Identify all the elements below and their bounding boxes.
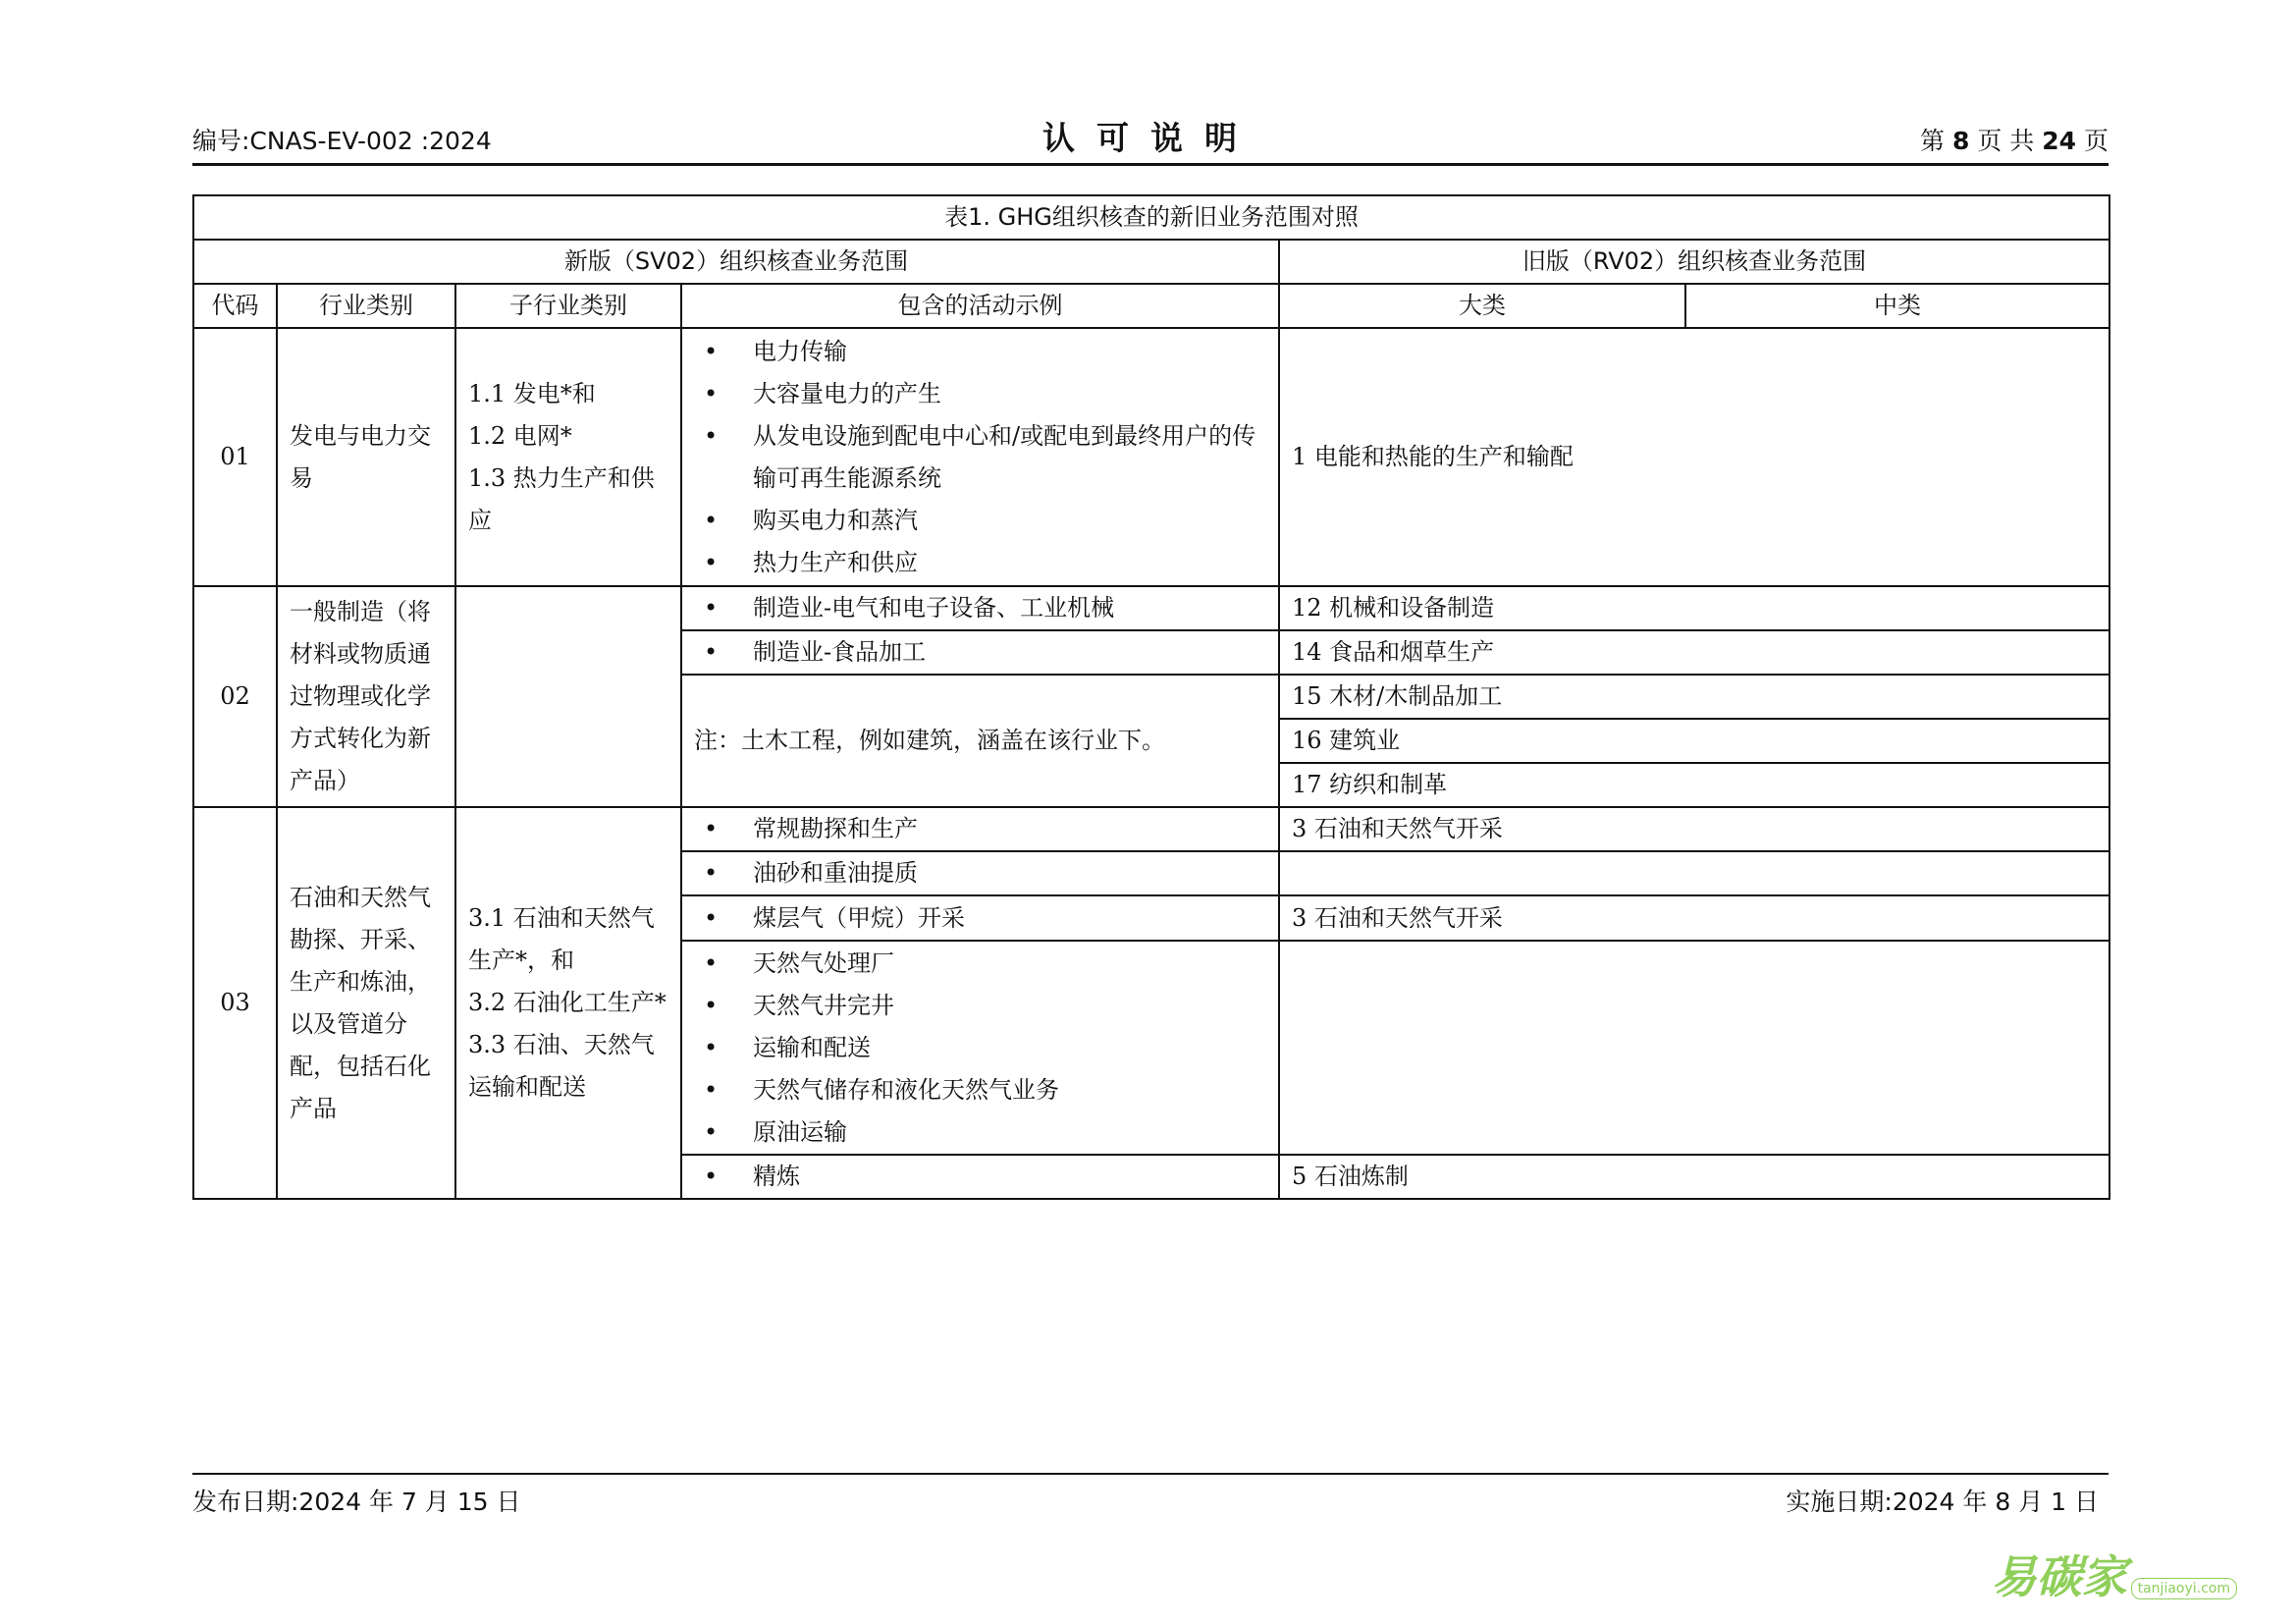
activity-item: • 天然气储存和液化天然气业务 bbox=[694, 1069, 1266, 1111]
subindustry-item: 3.3 石油、天然气运输和配送 bbox=[468, 1031, 655, 1101]
row-code: 02 bbox=[193, 586, 277, 807]
table-row bbox=[193, 807, 2109, 851]
old-scope-cell: 12 机械和设备制造 bbox=[1279, 586, 2109, 630]
watermark-logo bbox=[1992, 1542, 2237, 1606]
activity-item: • 热力生产和供应 bbox=[694, 542, 1266, 584]
subindustry-item: 1.2 电网* bbox=[468, 421, 572, 450]
col-subindustry-header: 子行业类别 bbox=[455, 284, 681, 328]
activity-item: • 天然气处理厂 bbox=[694, 943, 1266, 985]
activity-item: • 精炼 bbox=[694, 1156, 1266, 1198]
old-scope-header: 旧版（RV02）组织核查业务范围 bbox=[1279, 240, 2109, 284]
activity-item: • 煤层气（甲烷）开采 bbox=[694, 897, 1266, 940]
subindustry-cell bbox=[455, 586, 681, 807]
subindustry-cell bbox=[455, 328, 681, 586]
activities-cell bbox=[681, 630, 1279, 675]
activity-item: • 油砂和重油提质 bbox=[694, 852, 1266, 894]
effective-date: 实施日期:2024 年 8 月 1 日 bbox=[1786, 1488, 2099, 1516]
page-number: 第 8 页 共 24 页 bbox=[1920, 127, 2109, 155]
industry-cell: 石油和天然气勘探、开采、生产和炼油，以及管道分配，包括石化产品 bbox=[277, 807, 455, 1199]
activity-item: • 从发电设施到配电中心和/或配电到最终用户的传输可再生能源系统 bbox=[694, 415, 1266, 500]
subindustry-item: 3.1 石油和天然气生产*，和 bbox=[468, 904, 655, 974]
old-scope-cell: 17 纺织和制革 bbox=[1279, 763, 2109, 807]
activities-cell bbox=[681, 895, 1279, 941]
row-code: 01 bbox=[193, 328, 277, 586]
activities-cell bbox=[681, 941, 1279, 1155]
col-code-header: 代码 bbox=[193, 284, 277, 328]
old-scope-cell-empty bbox=[1279, 851, 2109, 895]
doc-number: 编号:CNAS-EV-002 :2024 bbox=[192, 127, 492, 155]
old-scope-cell-empty bbox=[1279, 941, 2109, 1155]
subindustry-cell bbox=[455, 807, 681, 1199]
subindustry-item: 3.2 石油化工生产* bbox=[468, 989, 667, 1016]
note-cell: 注：土木工程，例如建筑，涵盖在该行业下。 bbox=[681, 675, 1279, 807]
activity-item: • 运输和配送 bbox=[694, 1027, 1266, 1069]
activity-item: • 购买电力和蒸汽 bbox=[694, 500, 1266, 542]
activities-cell bbox=[681, 807, 1279, 851]
col-activities-header: 包含的活动示例 bbox=[681, 284, 1279, 328]
new-scope-header: 新版（SV02）组织核查业务范围 bbox=[193, 240, 1279, 284]
old-scope-cell: 3 石油和天然气开采 bbox=[1279, 895, 2109, 941]
page-title: 认可说明 bbox=[1042, 119, 1258, 157]
activities-cell bbox=[681, 1155, 1279, 1199]
old-scope-cell: 1 电能和热能的生产和输配 bbox=[1279, 328, 2109, 586]
scope-comparison-table bbox=[192, 194, 2110, 1200]
watermark-brand: 易碳家 bbox=[1991, 1550, 2127, 1603]
industry-cell: 发电与电力交易 bbox=[277, 328, 455, 586]
old-scope-cell: 14 食品和烟草生产 bbox=[1279, 630, 2109, 675]
page-footer bbox=[192, 1473, 2109, 1514]
activity-item: • 电力传输 bbox=[694, 331, 1266, 373]
table-row bbox=[193, 586, 2109, 630]
subindustry-item: 1.1 发电*和 bbox=[468, 379, 596, 407]
activity-item: • 天然气井完井 bbox=[694, 985, 1266, 1027]
activity-item: • 大容量电力的产生 bbox=[694, 373, 1266, 415]
old-scope-cell: 16 建筑业 bbox=[1279, 719, 2109, 763]
old-scope-cell: 15 木材/木制品加工 bbox=[1279, 675, 2109, 719]
activities-cell bbox=[681, 851, 1279, 895]
table-row bbox=[193, 328, 2109, 586]
issue-date: 发布日期:2024 年 7 月 15 日 bbox=[192, 1488, 521, 1516]
table-caption: 表1. GHG组织核查的新旧业务范围对照 bbox=[193, 195, 2109, 240]
activity-item: • 原油运输 bbox=[694, 1111, 1266, 1154]
activity-item: • 制造业-食品加工 bbox=[694, 631, 1266, 674]
activity-item: • 制造业-电气和电子设备、工业机械 bbox=[694, 587, 1266, 629]
watermark-domain: tanjiaoyi.com bbox=[2131, 1578, 2237, 1599]
old-scope-cell: 3 石油和天然气开采 bbox=[1279, 807, 2109, 851]
page-header bbox=[192, 120, 2109, 166]
row-code: 03 bbox=[193, 807, 277, 1199]
old-scope-cell: 5 石油炼制 bbox=[1279, 1155, 2109, 1199]
col-major-header: 大类 bbox=[1279, 284, 1685, 328]
activities-cell bbox=[681, 328, 1279, 586]
col-industry-header: 行业类别 bbox=[277, 284, 455, 328]
activity-item: • 常规勘探和生产 bbox=[694, 808, 1266, 850]
subindustry-item: 1.3 热力生产和供应 bbox=[468, 463, 655, 534]
col-medium-header: 中类 bbox=[1685, 284, 2109, 328]
activities-cell bbox=[681, 586, 1279, 630]
industry-cell: 一般制造（将材料或物质通过物理或化学方式转化为新产品） bbox=[277, 586, 455, 807]
